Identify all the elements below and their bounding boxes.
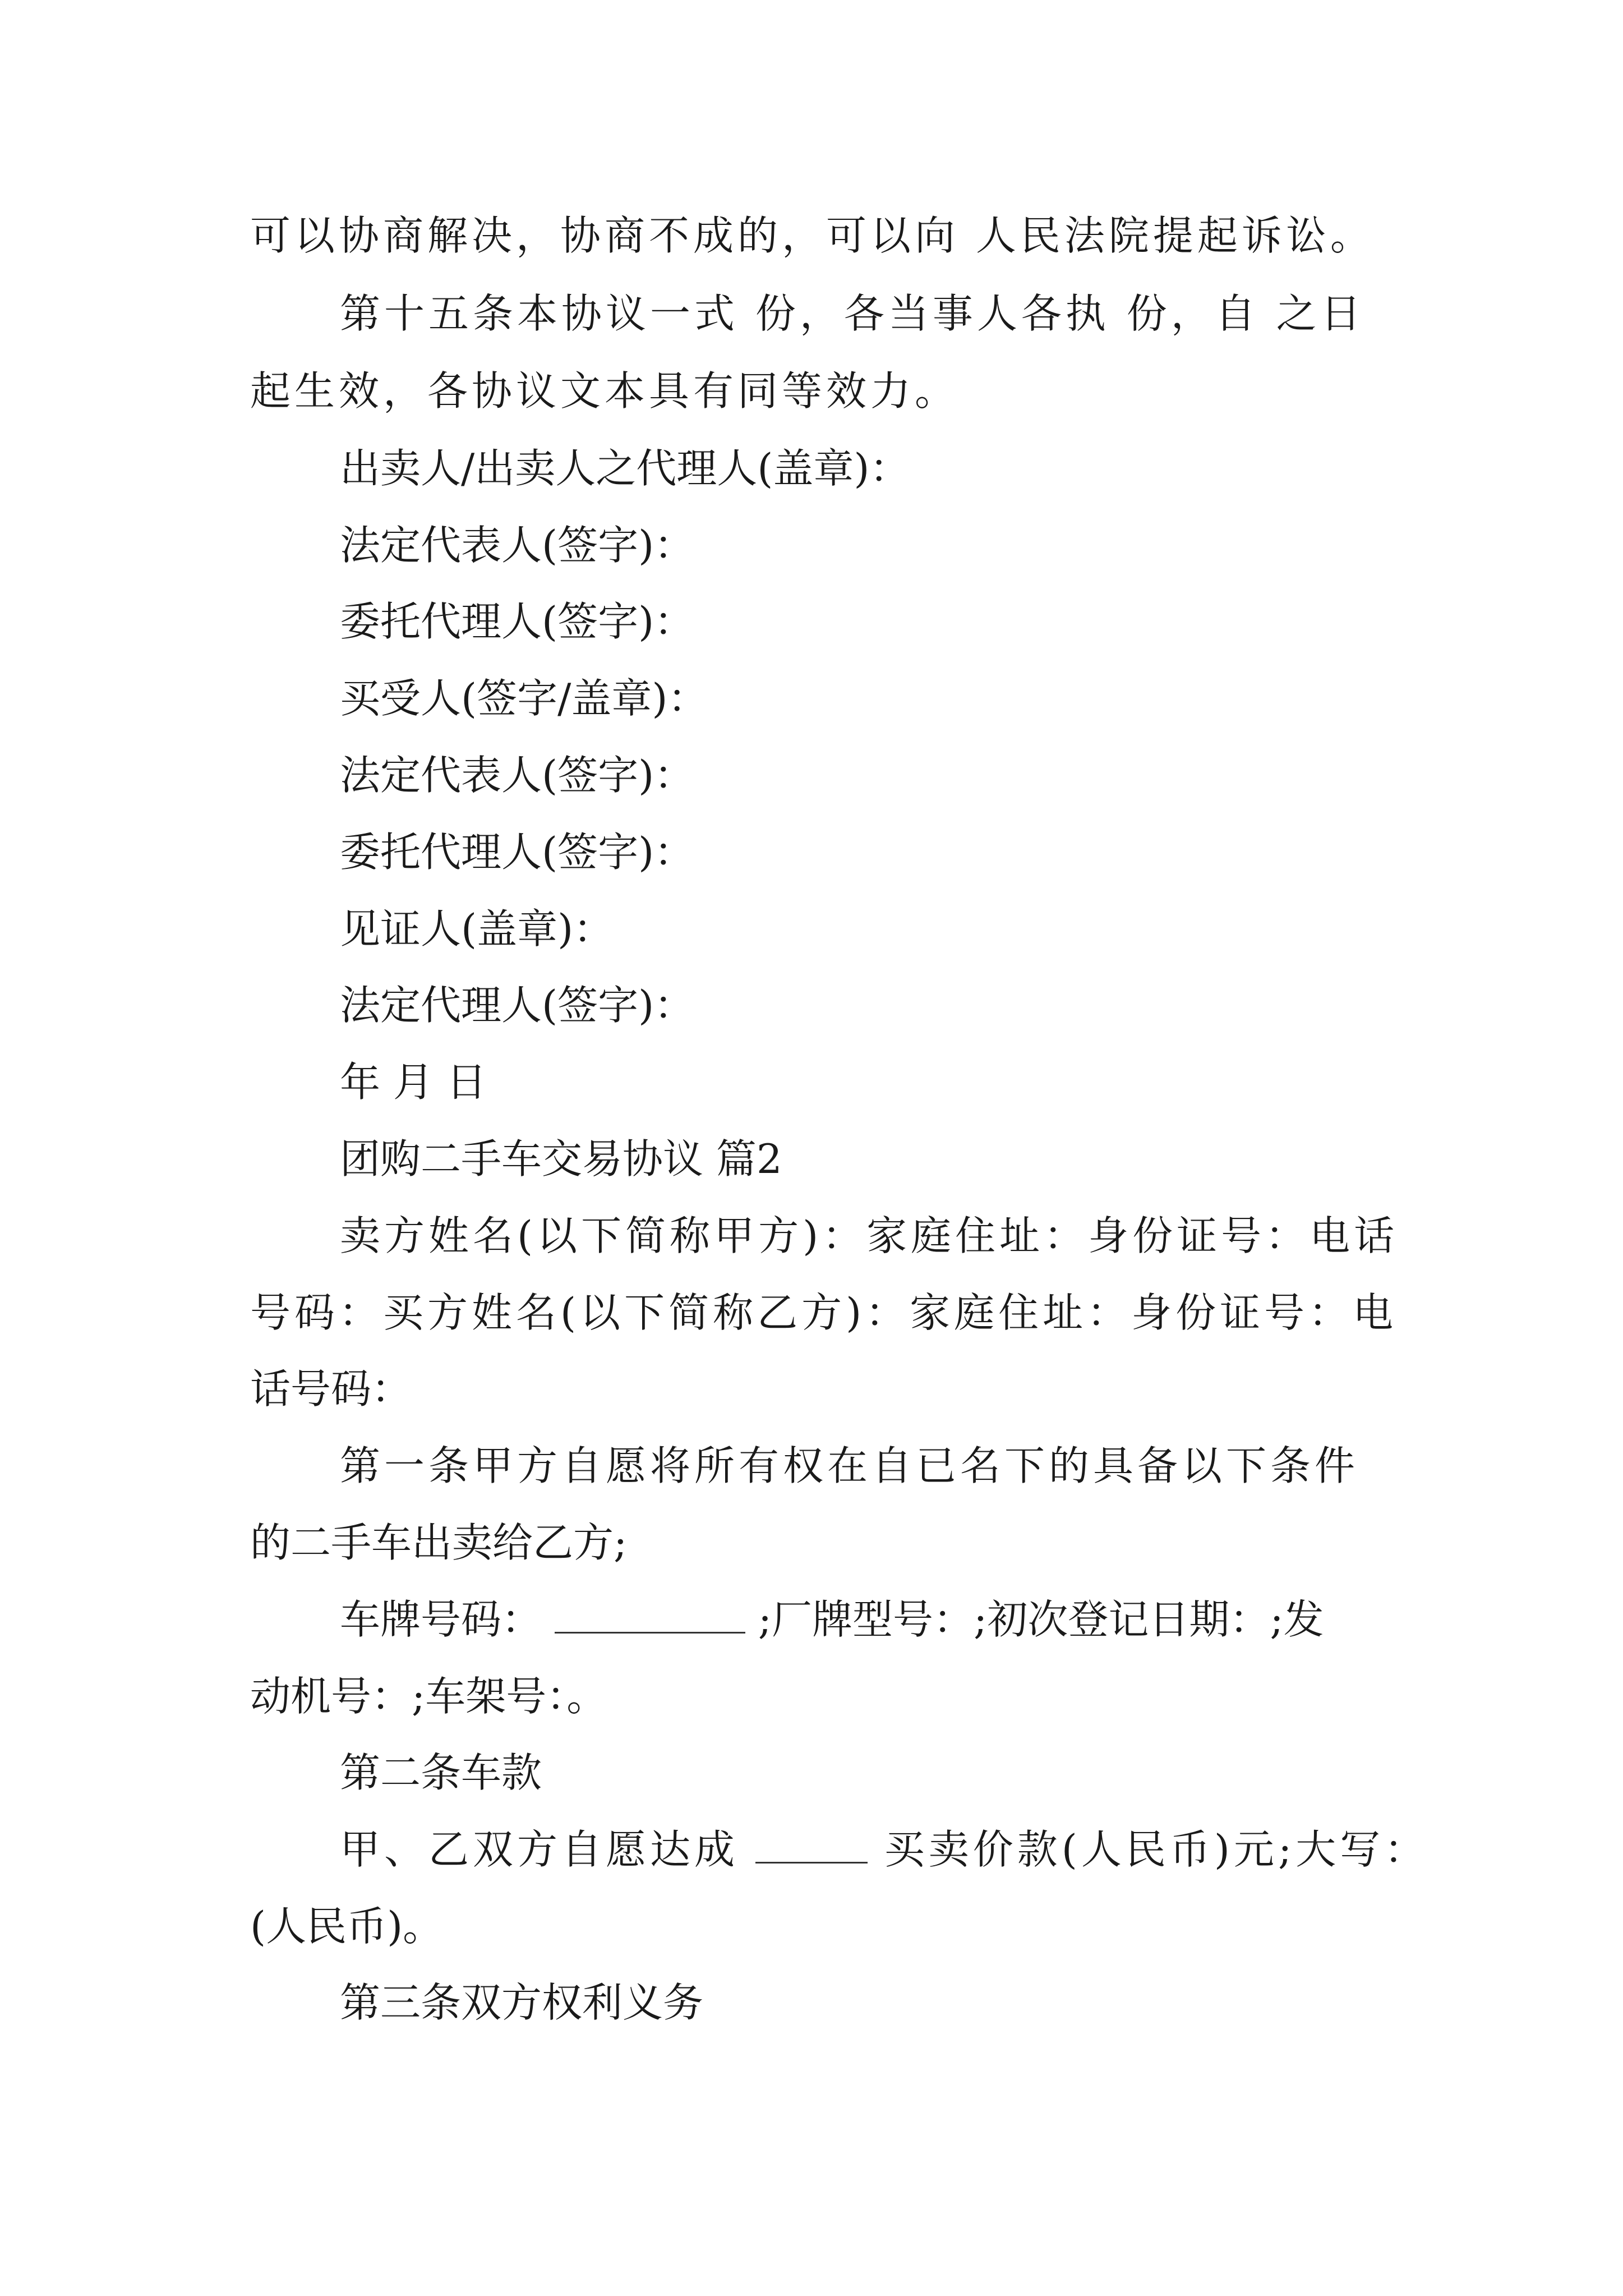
legal-agent-signature-line: 法定代理人(签字)： [340, 982, 695, 1029]
vehicle-info-line [0, 1589, 1623, 1650]
price-text: 甲、乙双方自愿达成 [340, 1826, 739, 1873]
vehicle-info-text: ;厂牌型号：;初次登记日期：;发 [758, 1596, 1324, 1643]
price-line [0, 1819, 1623, 1880]
legal-rep-signature-line: 法定代表人(签字)： [340, 522, 695, 569]
text-line: 可以协商解决，协商不成的，可以向 人民法院提起诉讼。 [250, 212, 1375, 259]
date-line: 年 月 日 [340, 1059, 487, 1106]
plate-number-label: 车牌号码： [340, 1596, 542, 1643]
agent-signature-line: 委托代理人(签字)： [340, 598, 695, 645]
price-line: (人民币)。 [250, 1903, 444, 1950]
parties-line: 话号码： [250, 1365, 412, 1412]
parties-line: 号码：买方姓名(以下简称乙方)：家庭住址：身份证号：电 [250, 1289, 1398, 1336]
buyer-signature-line: 买受人(签字/盖章)： [340, 675, 708, 722]
vehicle-info-line: 动机号：;车架号：。 [250, 1673, 607, 1720]
article-1-line: 第一条甲方自愿将所有权在自已名下的具备以下条件 [340, 1442, 1359, 1489]
plate-number-blank [555, 1599, 745, 1634]
parties-line: 卖方姓名(以下简称甲方)：家庭住址：身份证号：电话 [340, 1212, 1399, 1259]
article-15-line: 第十五条本协议一式 份，各当事人各执 份，自 之日 [340, 290, 1365, 337]
price-blank [755, 1829, 868, 1864]
article-3-heading: 第三条双方权利义务 [340, 1979, 704, 2026]
seller-seal-line: 出卖人/出卖人之代理人(盖章)： [340, 445, 910, 492]
price-text: 买卖价款(人民币)元;大写： [884, 1826, 1429, 1873]
agent-signature-line: 委托代理人(签字)： [340, 829, 695, 876]
legal-rep-signature-line: 法定代表人(签字)： [340, 752, 695, 799]
article-1-line: 的二手车出卖给乙方; [250, 1519, 628, 1566]
text-line: 起生效，各协议文本具有同等效力。 [250, 367, 960, 415]
article-2-heading: 第二条车款 [340, 1749, 542, 1796]
section-heading: 团购二手车交易协议 篇2 [340, 1135, 782, 1182]
witness-seal-line: 见证人(盖章)： [340, 905, 614, 953]
